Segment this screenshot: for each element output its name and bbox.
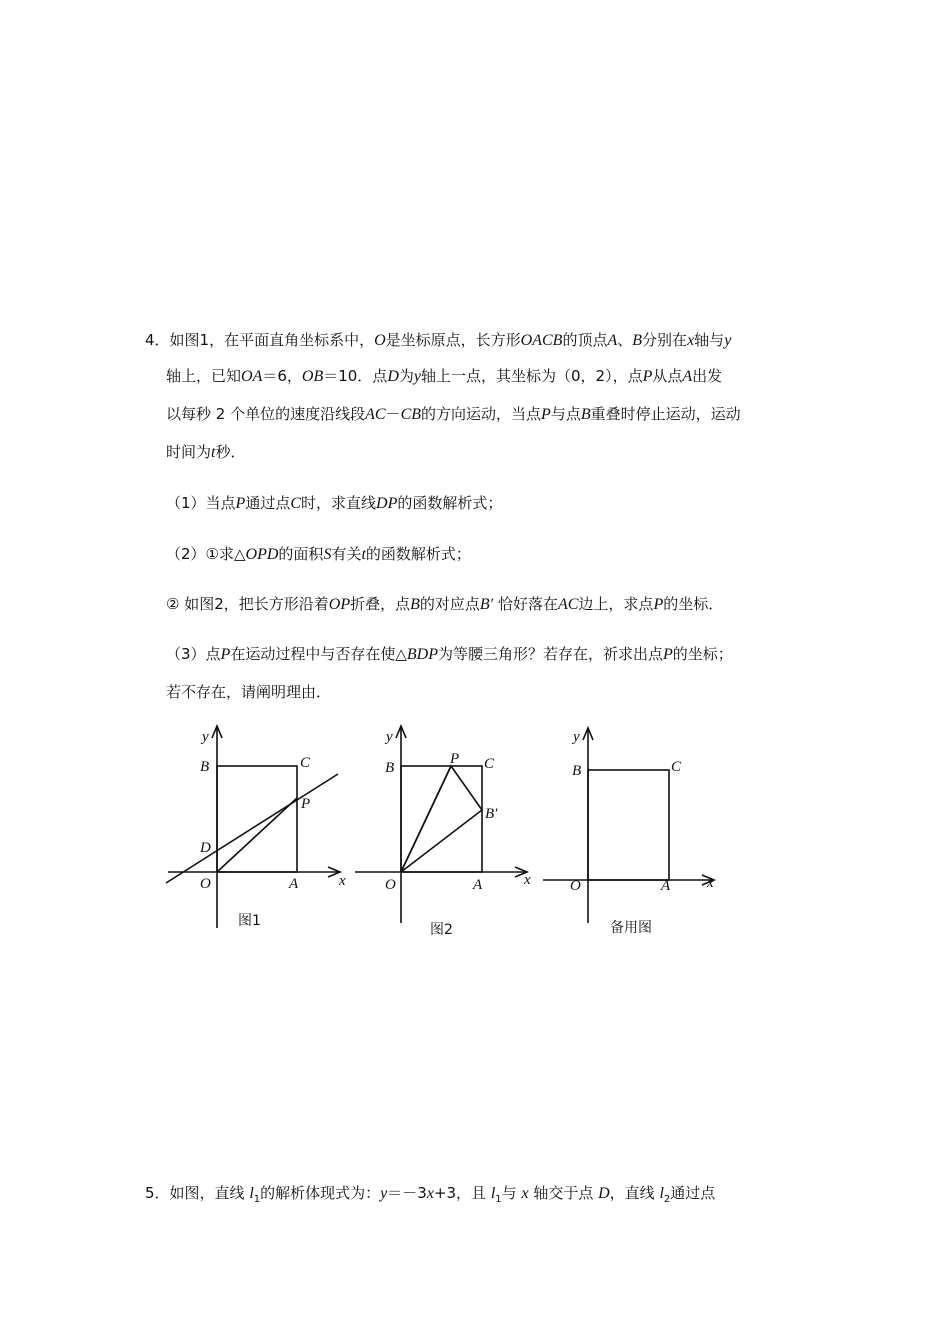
q4-part-2: （2）①求△OPD的面积S有关t的函数解析式；	[166, 545, 471, 563]
fig3-label-x: x	[707, 875, 714, 891]
fig2-caption: 图2	[430, 922, 453, 938]
fig2-label-b-prime: B′	[485, 806, 498, 822]
fig1-rectangle	[217, 766, 297, 872]
fig3-label-b: B	[572, 763, 582, 779]
fig1-line-dp	[166, 774, 338, 883]
q4-line-3: 以每秒 2 个单位的速度沿线段AC－CB的方向运动，当点P与点B重叠时停止运动，运动	[166, 405, 741, 423]
q4-part-2-2: ② 如图2，把长方形沿着OP折叠，点B的对应点B′ 恰好落在AC边上，求点P的坐标．	[166, 595, 724, 613]
fig3-caption: 备用图	[610, 920, 652, 936]
fig2-label-b: B	[385, 760, 395, 776]
fig2-folded-triangle	[401, 766, 482, 872]
fig1-label-a: A	[289, 876, 299, 892]
fig3-label-o: O	[570, 878, 581, 894]
fig1-segment-op	[217, 798, 297, 872]
fig2-segment-ob	[401, 766, 451, 872]
fig2-label-p: P	[450, 751, 460, 767]
figure-2	[350, 718, 540, 943]
fig3-rectangle	[588, 770, 669, 880]
figure-spare	[540, 718, 730, 943]
q4-part-3-cont: 若不存在，请阐明理由．	[166, 683, 332, 701]
q4-line-4: 时间为t秒．	[166, 443, 246, 461]
fig1-label-x: x	[339, 873, 346, 889]
q4-part-1: （1）当点P通过点C时，求直线DP的函数解析式；	[166, 494, 503, 512]
fig1-label-d: D	[200, 840, 211, 856]
fig1-label-c: C	[300, 755, 311, 771]
figure-1	[160, 718, 350, 938]
fig2-label-c: C	[484, 756, 495, 772]
fig1-label-o: O	[200, 876, 211, 892]
fig3-label-c: C	[671, 759, 682, 775]
q4-part-3: （3）点P在运动过程中与否存在使△BDP为等腰三角形？若存在，祈求出点P的坐标；	[166, 645, 733, 663]
fig3-label-a: A	[661, 878, 671, 894]
fig2-label-a: A	[473, 877, 483, 893]
fig3-label-y: y	[573, 729, 580, 745]
q4-line-1: 4．如图1，在平面直角坐标系中，O是坐标原点，长方形OACB的顶点A、B分别在x轴与y	[145, 331, 732, 349]
fig1-caption: 图1	[238, 913, 261, 929]
fig2-label-x: x	[524, 872, 531, 888]
fig1-label-b: B	[200, 759, 210, 775]
fig2-label-o: O	[385, 877, 396, 893]
q4-line-2: 轴上，已知OA＝6，OB＝10．点D为y轴上一点，其坐标为（0，2），点P从点A出发	[166, 367, 723, 385]
fig1-label-y: y	[202, 729, 209, 745]
fig2-label-y: y	[386, 729, 393, 745]
q5-line-1: 5．如图，直线 $l_1$的解析体现式为：y＝－3x+3，且 $l_1$与 x 轴交于点 D，直线 $l_2$通过点	[145, 1184, 716, 1205]
fig1-label-p: P	[301, 796, 311, 812]
